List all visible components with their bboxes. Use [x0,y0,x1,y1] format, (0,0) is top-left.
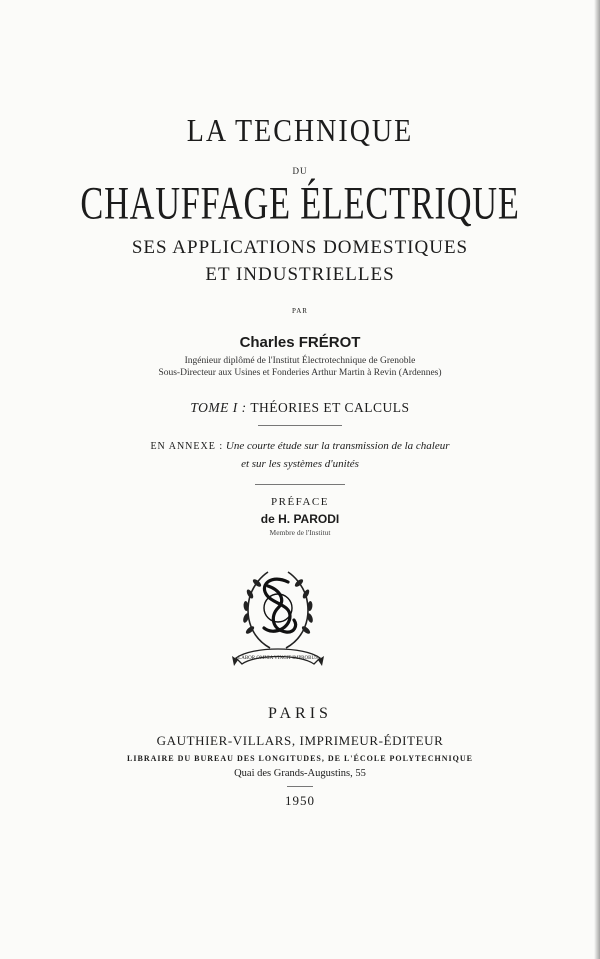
subtitle-line-2: ET INDUSTRIELLES [205,264,395,285]
annexe-text-2: et sur les systèmes d'unités [241,458,359,470]
emblem-ribbon-text: LABOR OMNIA VINCIT IMPROBUS [238,656,318,661]
publisher-laurel-monogram-icon [228,560,328,670]
tome-label: TOME I : [190,400,247,415]
annexe-line-1 [0,440,600,452]
author-credential-1: Ingénieur diplômé de l'Institut Électrotechnique de Grenoble [184,356,416,366]
imprint-library: LIBRAIRE DU BUREAU DES LONGITUDES, DE L'ÉCOLE POLYTECHNIQUE [127,754,473,763]
imprint-address: Quai des Grands-Augustins, 55 [234,768,366,779]
annexe-text-1: Une courte étude sur la transmission de la chaleur [225,440,450,452]
par-label: PAR [292,307,308,315]
main-title: CHAUFFAGE ÉLECTRIQUE [80,177,520,230]
title-line-2: DU [292,166,308,176]
divider-rule-3 [287,786,313,787]
title-line-1: LA TECHNIQUE [186,114,414,149]
imprint-year: 1950 [285,793,315,808]
divider-rule-2 [255,484,345,485]
author-first-name: Charles [239,334,295,351]
divider-rule-1 [258,425,342,426]
imprint-publisher: GAUTHIER-VILLARS, IMPRIMEUR-ÉDITEUR [156,733,444,748]
annexe-label: EN ANNEXE : [150,441,224,452]
preface-label: PRÉFACE [271,496,329,508]
tome-title: THÉORIES ET CALCULS [250,400,410,415]
imprint-city: PARIS [268,705,332,722]
author-last-name: FRÉROT [298,334,361,351]
tome-line [0,400,600,416]
preface-author-role: Membre de l'Institut [269,528,331,537]
author-credential-2: Sous-Directeur aux Usines et Fonderies Arthur Martin à Revin (Ardennes) [158,368,442,378]
subtitle-line-1: SES APPLICATIONS DOMESTIQUES [131,237,469,258]
preface-author: de H. PARODI [260,512,340,526]
author-name [0,334,600,351]
